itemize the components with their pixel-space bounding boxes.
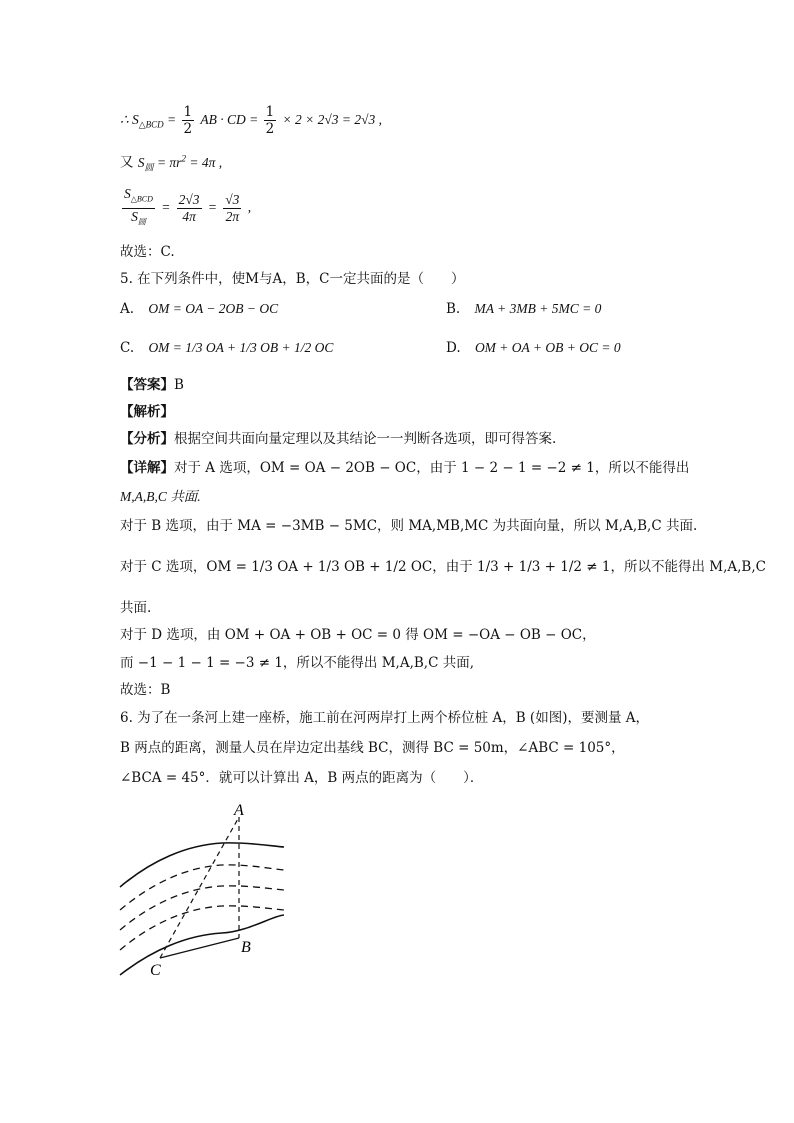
q5-fenxi (120, 428, 556, 450)
segment-bc (160, 938, 239, 958)
q5-detail-d2: 而 −1 − 1 − 1 = −3 ≠ 1，所以不能得出 M,A,B,C 共面, (120, 655, 475, 671)
river-bridge-figure (112, 795, 312, 985)
prev-choice: 故选：C. (120, 244, 175, 260)
q6-line-1: 6. 为了在一条河上建一座桥，施工前在河两岸打上两个桥位桩 A，B (如图)，要测量 A， (120, 710, 649, 726)
q5-option-b-formula: MA + 3MB + 5MC = 0 (474, 301, 602, 316)
q5-detail-c2: 共面. (120, 600, 152, 616)
answer-tag: 【答案】 (120, 377, 174, 393)
river-bank-lower (120, 915, 284, 975)
q5-stem: 5. 在下列条件中，使M与A，B，C一定共面的是（ ） (120, 271, 465, 287)
q5-option-d (446, 337, 621, 359)
q6-line-2: B 两点的距离，测量人员在岸边定出基线 BC，测得 BC = 50m，∠ABC = 105°， (120, 740, 625, 756)
q5-detail-a2: M,A,B,C 共面. (120, 489, 201, 504)
area-formula-line: ∴ $S_{\triangle BCD}$ = $\frac{1}{2}$ AB · CD = $\frac{1}{2}$ × 2 × 2√3 = 2√3 , (120, 104, 383, 137)
q5-answer (120, 374, 184, 396)
q5-choice: 故选：B (120, 682, 171, 698)
q5-detail-d1: 对于 D 选项，由 OM + OA + OB + OC = 0 得 OM = −OA − OB − OC， (120, 627, 596, 643)
point-a-label: A (234, 802, 244, 819)
q6-line-3: ∠BCA = 45°．就可以计算出 A，B 两点的距离为（ ）． (120, 770, 484, 786)
q5-detail-a1 (120, 457, 689, 479)
q5-option-a-label: A. (120, 301, 135, 317)
detail-a-text-1: 对于 A 选项，OM = OA − 2OB − OC，由于 1 − 2 − 1 = −2 ≠ 1，所以不能得出 (174, 460, 690, 476)
q5-detail-c1: 对于 C 选项，OM = 1/3 OA + 1/3 OB + 1/2 OC，由于 1/3 + 1/3 + 1/2 ≠ 1，所以不能得出 M,A,B,C (120, 559, 766, 575)
fenxi-text: 根据空间共面向量定理以及其结论一一判断各选项，即可得答案. (174, 431, 557, 447)
xiangjie-tag: 【详解】 (120, 460, 174, 476)
circle-area-line: 又 $S_圆 = \pi r^2 = 4\pi$ , (120, 153, 223, 173)
segment-ca (160, 817, 239, 958)
q5-option-c (120, 337, 333, 359)
q5-option-c-formula: OM = 1/3 OA + 1/3 OB + 1/2 OC (148, 340, 334, 355)
point-c-label: C (150, 962, 161, 979)
answer-value: B (174, 377, 184, 393)
q5-option-c-label: C. (120, 340, 135, 356)
q5-option-b-label: B. (446, 301, 461, 317)
fenxi-tag: 【分析】 (120, 431, 174, 447)
point-b-label: B (241, 939, 251, 956)
river-bank-upper (120, 843, 284, 887)
q5-option-a (120, 298, 278, 320)
q5-option-d-formula: OM + OA + OB + OC = 0 (474, 340, 621, 355)
q5-option-a-formula: OM = OA − 2OB − OC (148, 301, 279, 316)
q5-detail-b: 对于 B 选项，由于 MA = −3MB − 5MC，则 MA,MB,MC 为共面向量，所以 M,A,B,C 共面. (120, 518, 698, 534)
ratio-line: $\frac{S_{\triangle BCD}}{S_圆}$ = $\frac{2√3}{4\pi}$ = $\frac{√3}{2\pi}$ , (124, 186, 252, 227)
analysis-tag: 【解析】 (120, 404, 174, 420)
q5-option-b (446, 298, 601, 320)
q5-option-d-label: D. (446, 340, 461, 356)
